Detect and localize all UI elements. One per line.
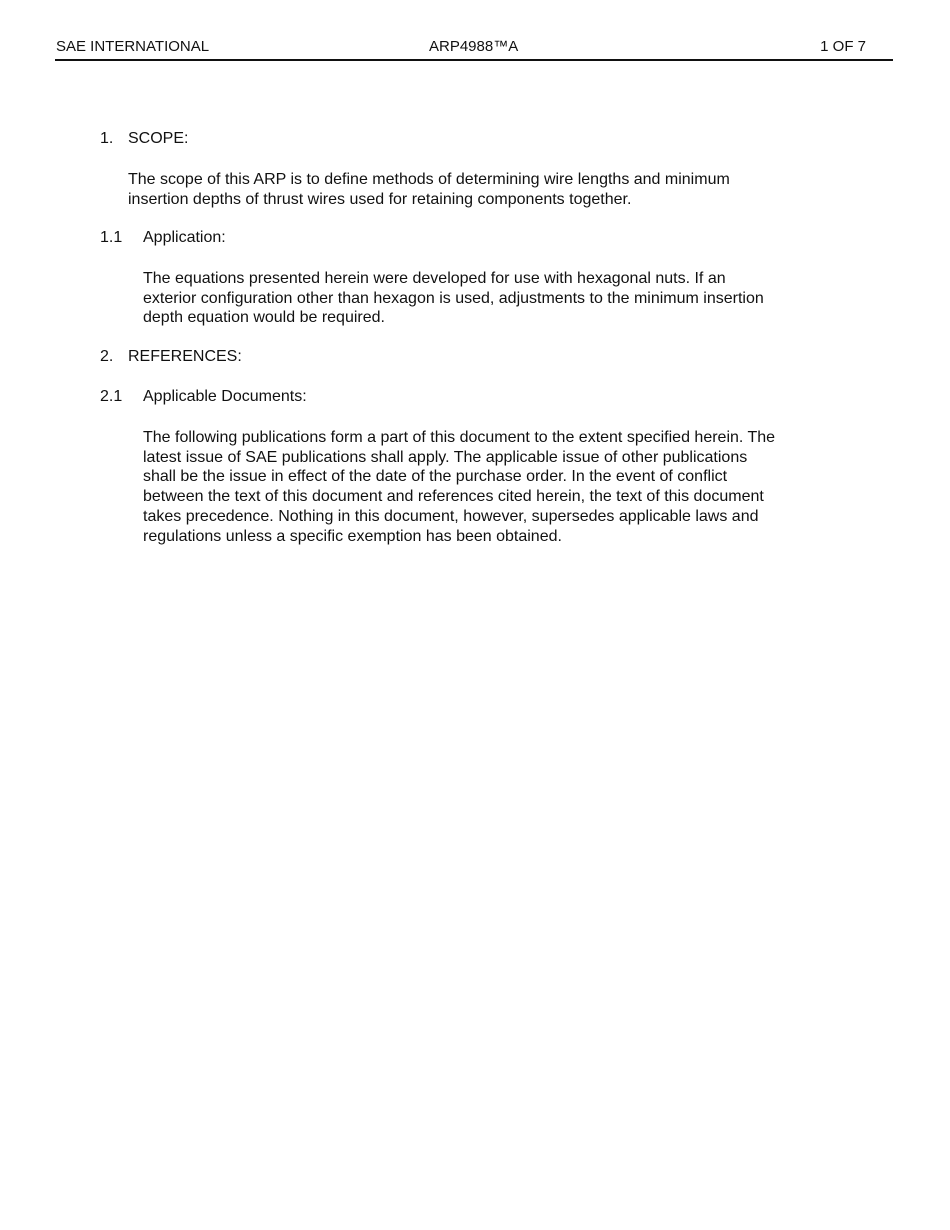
section-number-applicable-documents: 2.1	[100, 388, 123, 405]
paragraph-line: The scope of this ARP is to define methods of determining wire lengths and minimum	[128, 171, 730, 188]
section-title-scope: SCOPE:	[128, 130, 189, 147]
section-title-application: Application:	[143, 229, 226, 246]
header-page-indicator: 1 OF 7	[820, 38, 866, 55]
page-header	[55, 37, 893, 61]
paragraph-scope	[128, 170, 730, 209]
section-number-application: 1.1	[100, 229, 123, 246]
section-title-applicable-documents: Applicable Documents:	[143, 388, 307, 405]
paragraph-line: insertion depths of thrust wires used for retaining components together.	[128, 190, 632, 208]
paragraph-line: latest issue of SAE publications shall apply. The applicable issue of other publications	[143, 448, 748, 466]
section-number-scope: 1.	[100, 130, 114, 147]
paragraph-line: The following publications form a part of this document to the extent specified herein. The	[143, 429, 776, 446]
paragraph-applicable-documents	[143, 428, 775, 546]
section-title-references: REFERENCES:	[128, 348, 242, 365]
paragraph-line: takes precedence. Nothing in this document, however, supersedes applicable laws and	[143, 507, 759, 525]
paragraph-application	[143, 269, 764, 328]
paragraph-line: exterior configuration other than hexagon is used, adjustments to the minimum insertion	[143, 289, 764, 307]
header-organization: SAE INTERNATIONAL	[56, 38, 210, 55]
paragraph-line: shall be the issue in effect of the date of the purchase order. In the event of conflict	[143, 468, 728, 486]
paragraph-line: between the text of this document and references cited herein, the text of this document	[143, 488, 764, 506]
paragraph-line: depth equation would be required.	[143, 309, 385, 327]
header-document-id: ARP4988™A	[429, 38, 519, 55]
section-number-references: 2.	[100, 348, 114, 365]
paragraph-line: The equations presented herein were developed for use with hexagonal nuts. If an	[143, 270, 726, 287]
paragraph-line: regulations unless a specific exemption has been obtained.	[143, 527, 562, 545]
